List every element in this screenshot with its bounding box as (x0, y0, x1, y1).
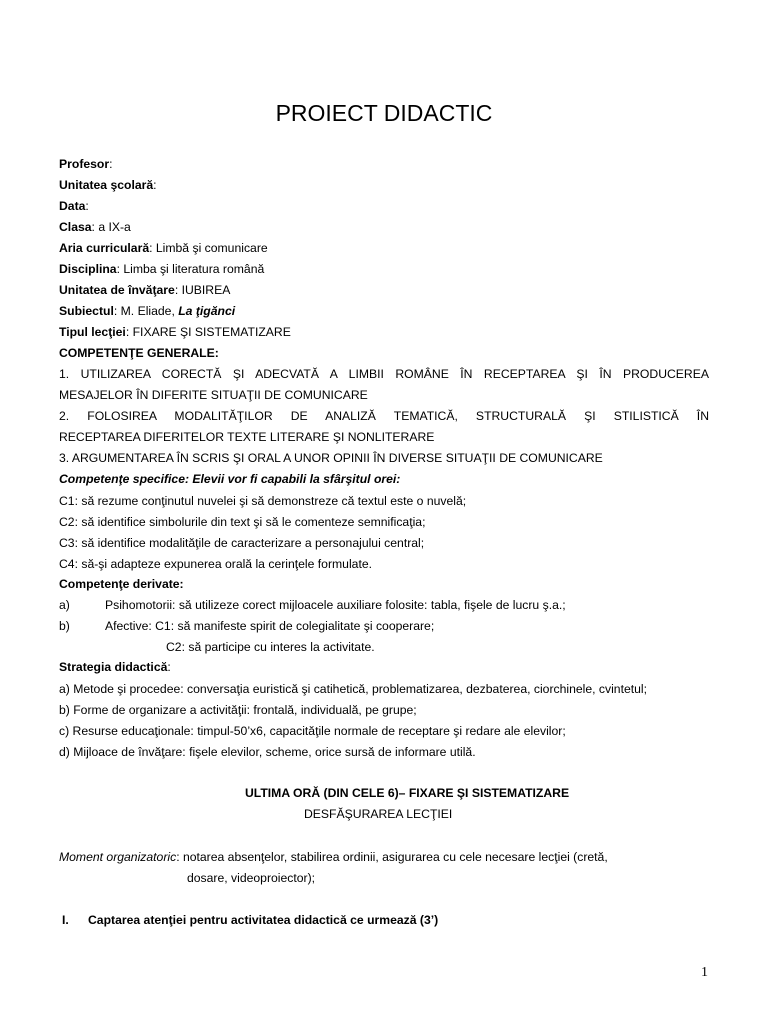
section-title: ULTIMA ORĂ (DIN CELE 6)– FIXARE ŞI SISTEMATIZARE (245, 786, 570, 800)
competenta-derivata-b-marker: b) (59, 619, 70, 633)
meta-aria: Aria curriculară: Limbă şi comunicare (59, 241, 268, 255)
competenta-generala-2-cont: RECEPTAREA DIFERITELOR TEXTE LITERARE ŞI NONLITERARE (59, 430, 435, 444)
competenta-specifica-c4: C4: să-şi adapteze expunerea orală la cerinţele formulate. (59, 557, 372, 571)
competente-generale-heading: COMPETENŢE GENERALE: (59, 346, 219, 360)
strategia-item-b: b) Forme de organizare a activităţii: frontală, individuală, pe grupe; (59, 703, 417, 717)
competenta-specifica-c2: C2: să identifice simbolurile din text şi să le comenteze semnificaţia; (59, 515, 426, 529)
competente-specifice-heading: Competenţe specifice: Elevii vor fi capabili la sfârşitul orei: (59, 472, 401, 486)
competenta-generala-2: 2. FOLOSIREA MODALITĂŢILOR DE ANALIZĂ TEMATICĂ, STRUCTURALĂ ŞI STILISTICĂ ÎN (59, 409, 709, 423)
step-1-marker: I. (62, 913, 69, 927)
strategia-item-d: d) Mijloace de învăţare: fişele elevilor, scheme, orice sursă de informare utilă. (59, 745, 476, 759)
meta-unitatea-scolara: Unitatea şcolară: (59, 178, 157, 192)
section-subtitle: DESFĂŞURAREA LECŢIEI (304, 807, 453, 821)
competenta-generala-1: 1. UTILIZAREA CORECTĂ ŞI ADECVATĂ A LIMBII ROMÂNE ÎN RECEPTAREA ŞI ÎN PRODUCEREA (59, 367, 709, 381)
meta-clasa: Clasa: a IX-a (59, 220, 131, 234)
strategia-item-a: a) Metode şi procedee: conversaţia euristică şi catihetică, problematizarea, dezbaterea, ciorchinele, cvintetul; (59, 682, 648, 696)
meta-unitatea-invatare: Unitatea de învăţare: IUBIREA (59, 283, 231, 297)
competenta-generala-3: 3. ARGUMENTAREA ÎN SCRIS ŞI ORAL A UNOR OPINII ÎN DIVERSE SITUAŢII DE COMUNICARE (59, 451, 603, 465)
competenta-specifica-c1: C1: să rezume conţinutul nuvelei şi să demonstreze că textul este o nuvelă; (59, 494, 467, 508)
competenta-derivata-b-c2: C2: să participe cu interes la activitate. (166, 640, 375, 654)
page-number: 1 (701, 965, 708, 980)
meta-profesor: Profesor: (59, 157, 113, 171)
competente-derivate-heading: Competenţe derivate: (59, 577, 184, 591)
page-title: PROIECT DIDACTIC (275, 100, 493, 126)
competenta-specifica-c3: C3: să identifice modalităţile de caracterizare a personajului central; (59, 536, 425, 550)
moment-organizatoric-cont: dosare, videoproiector); (187, 871, 316, 885)
meta-subiectul: Subiectul: M. Eliade, La ţigănci (59, 304, 236, 318)
competenta-derivata-a: Psihomotorii: să utilizeze corect mijloacele auxiliare folosite: tabla, fişele de lucru ş.a.; (105, 598, 566, 612)
meta-tipul-lectiei: Tipul lecţiei: FIXARE ŞI SISTEMATIZARE (59, 325, 291, 339)
competenta-generala-1-cont: MESAJELOR ÎN DIFERITE SITUAŢII DE COMUNICARE (59, 388, 368, 402)
competenta-derivata-b: Afective: C1: să manifeste spirit de colegialitate şi cooperare; (105, 619, 435, 633)
meta-disciplina: Disciplina: Limba şi literatura română (59, 262, 265, 276)
step-1-title: Captarea atenţiei pentru activitatea didactică ce urmează (3’) (88, 913, 439, 927)
strategia-heading: Strategia didactică: (59, 660, 171, 674)
competenta-derivata-a-marker: a) (59, 598, 70, 612)
strategia-item-c: c) Resurse educaţionale: timpul-50’x6, capacităţile normale de receptare şi redare ale elevilor; (59, 724, 566, 738)
meta-data: Data: (59, 199, 89, 213)
moment-organizatoric: Moment organizatoric: notarea absenţelor, stabilirea ordinii, asigurarea cu cele necesare lecţiei (cretă, (59, 850, 608, 864)
